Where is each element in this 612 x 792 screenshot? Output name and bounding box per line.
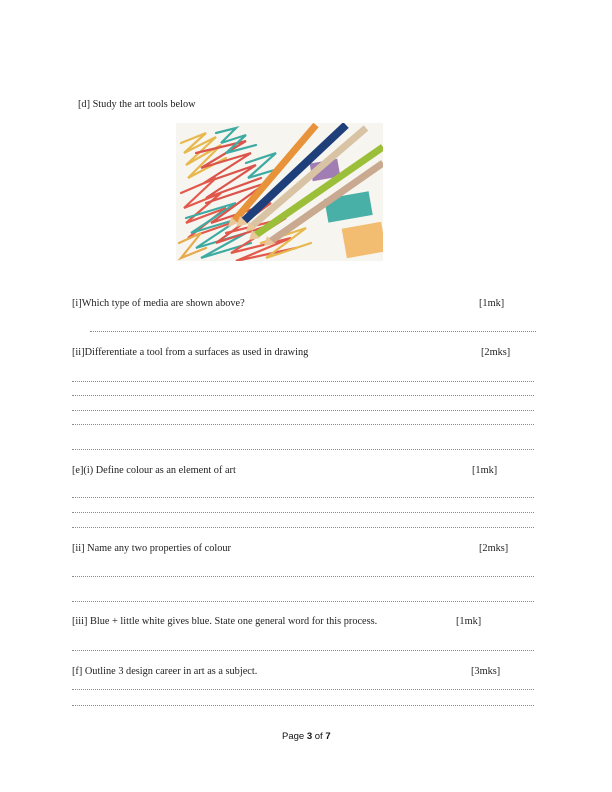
answer-line[interactable] — [72, 424, 534, 425]
page-prefix: Page — [282, 731, 307, 742]
current-page: 3 — [306, 731, 313, 742]
question-e-ii-text: [ii] Name any two properties of colour — [72, 543, 231, 554]
question-d-ii-marks: [2mks] — [481, 347, 511, 358]
question-e-i-text: [e](i) Define colour as an element of art — [72, 465, 236, 476]
page-of: of — [312, 731, 326, 742]
question-f-marks: [3mks] — [471, 666, 501, 677]
page-number-footer — [282, 731, 331, 742]
answer-line[interactable] — [72, 689, 534, 690]
question-e-i-marks: [1mk] — [472, 465, 498, 476]
answer-line[interactable] — [72, 576, 534, 577]
answer-line[interactable] — [72, 650, 534, 651]
question-e-iii-marks: [1mk] — [456, 616, 482, 627]
question-e-ii-marks: [2mks] — [479, 543, 509, 554]
section-d-heading: [d] Study the art tools below — [78, 99, 196, 110]
total-pages: 7 — [325, 731, 331, 742]
colored-pencils-image — [176, 123, 383, 261]
answer-line[interactable] — [72, 705, 534, 706]
question-d-i-marks: [1mk] — [479, 298, 505, 309]
question-d-ii-text: [ii]Differentiate a tool from a surfaces as used in drawing — [72, 347, 309, 358]
question-e-iii-text: [iii] Blue + little white gives blue. State one general word for this process. — [72, 616, 378, 627]
answer-line[interactable] — [72, 512, 534, 513]
answer-line[interactable] — [72, 449, 534, 450]
question-d-i-text: [i]Which type of media are shown above? — [72, 298, 245, 309]
answer-line[interactable] — [72, 497, 534, 498]
answer-line[interactable] — [72, 527, 534, 528]
answer-line[interactable] — [72, 410, 534, 411]
answer-line[interactable] — [72, 381, 534, 382]
answer-line[interactable] — [72, 395, 534, 396]
question-f-text: [f] Outline 3 design career in art as a subject. — [72, 666, 258, 677]
answer-line[interactable] — [72, 601, 534, 602]
answer-line[interactable] — [90, 331, 536, 332]
